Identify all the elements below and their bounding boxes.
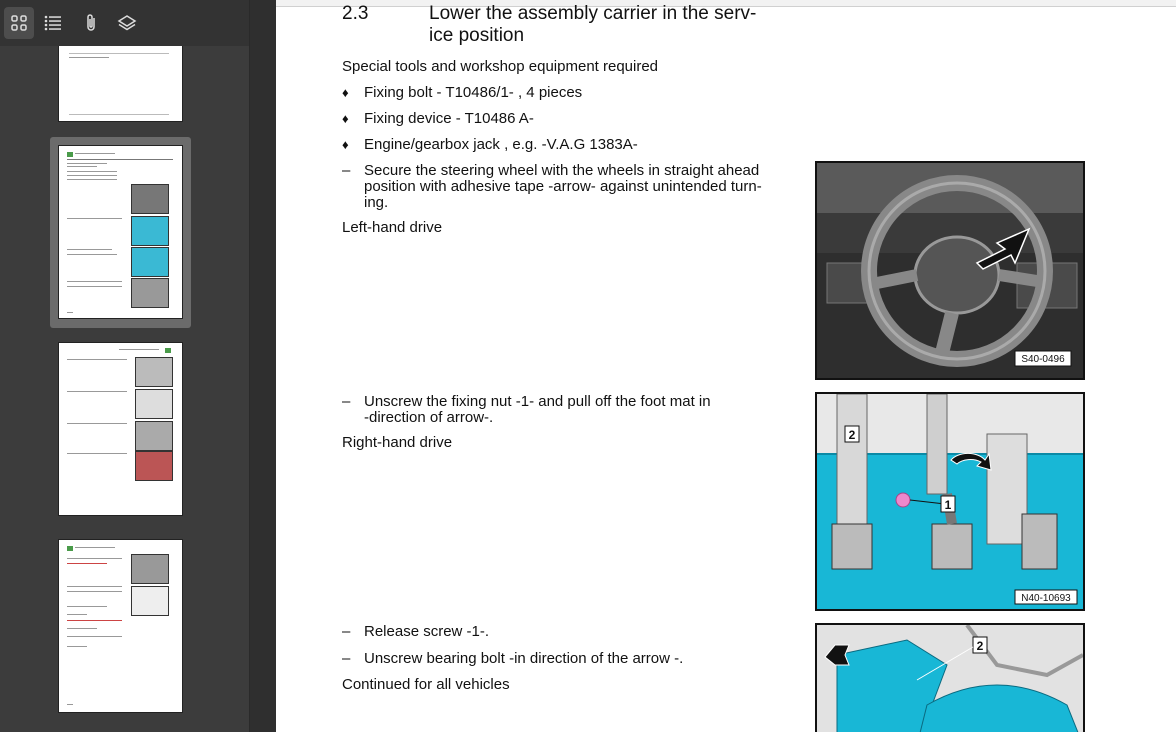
figure-callout-1: 1 bbox=[944, 498, 952, 512]
step-line: -direction of arrow-. bbox=[364, 409, 494, 426]
step-line: Unscrew the fixing nut -1- and pull off the foot mat in bbox=[364, 393, 711, 410]
step-line: position with adhesive tape -arrow- against unintended turn- bbox=[364, 178, 762, 195]
bullet-icon: ♦ bbox=[342, 137, 349, 152]
page-thumbnail-current[interactable] bbox=[59, 146, 182, 318]
outline-button[interactable] bbox=[38, 7, 68, 39]
attachments-button[interactable] bbox=[76, 7, 106, 39]
section-title bbox=[429, 3, 809, 47]
tool-item: Engine/gearbox jack , e.g. -V.A.G 1383A- bbox=[364, 136, 638, 153]
thumbnail-list[interactable] bbox=[0, 46, 249, 732]
bullet-icon: ♦ bbox=[342, 111, 349, 126]
step-secure-wheel bbox=[364, 163, 784, 211]
figure-foot-mat bbox=[815, 392, 1085, 611]
layers-icon bbox=[117, 14, 137, 32]
step-dash: – bbox=[342, 162, 351, 179]
step-line: ing. bbox=[364, 194, 389, 211]
sidebar bbox=[0, 0, 250, 732]
step-dash: – bbox=[342, 650, 351, 667]
figure-bearing-bolt bbox=[815, 623, 1085, 732]
figure-callout-2: 2 bbox=[976, 639, 984, 653]
figure-code: S40-0496 bbox=[1021, 354, 1065, 365]
section-number: 2.3 bbox=[342, 3, 369, 24]
tool-item: Fixing device - T10486 A- bbox=[364, 110, 534, 127]
section-title-line2: ice position bbox=[429, 25, 525, 46]
sidebar-splitter[interactable] bbox=[250, 0, 276, 732]
tools-heading: Special tools and workshop equipment required bbox=[342, 58, 659, 75]
figure-callout-2: 2 bbox=[848, 428, 856, 442]
outline-icon bbox=[43, 14, 63, 32]
section-title-line1: Lower the assembly carrier in the serv- bbox=[429, 3, 757, 24]
continued-note: Continued for all vehicles bbox=[342, 676, 510, 693]
lhd-heading: Left-hand drive bbox=[342, 219, 443, 236]
document-page bbox=[276, 0, 1176, 732]
step-dash: – bbox=[342, 393, 351, 410]
step-dash: – bbox=[342, 623, 351, 640]
page-thumbnail[interactable] bbox=[59, 46, 182, 121]
figure-code: N40-10693 bbox=[1021, 593, 1071, 604]
layers-button[interactable] bbox=[112, 7, 142, 39]
rhd-heading: Right-hand drive bbox=[342, 434, 453, 451]
step-line: Secure the steering wheel with the wheels in straight ahead bbox=[364, 162, 760, 179]
figure-steering-wheel bbox=[815, 161, 1085, 380]
thumbnails-icon bbox=[10, 14, 28, 32]
step-release-screw: Release screw -1-. bbox=[364, 623, 490, 640]
step-foot-mat bbox=[364, 394, 784, 426]
thumbnails-button[interactable] bbox=[4, 7, 34, 39]
step-bearing-bolt: Unscrew bearing bolt -in direction of the arrow -. bbox=[364, 650, 684, 667]
bullet-icon: ♦ bbox=[342, 85, 349, 100]
page-thumbnail[interactable] bbox=[59, 343, 182, 515]
attachments-icon bbox=[83, 13, 99, 33]
page-thumbnail[interactable] bbox=[59, 540, 182, 712]
tool-item: Fixing bolt - T10486/1- , 4 pieces bbox=[364, 84, 583, 101]
sidebar-toolbar bbox=[0, 0, 249, 46]
